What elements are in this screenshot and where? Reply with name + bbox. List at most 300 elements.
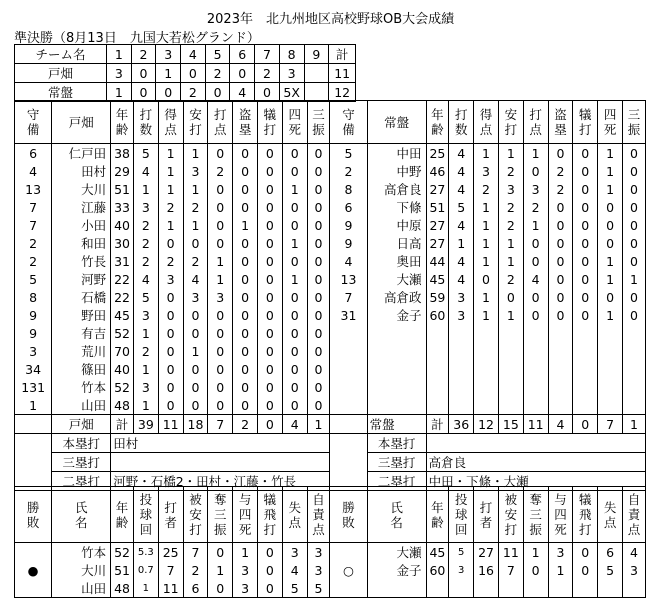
stat-cell: 0 xyxy=(548,252,573,270)
player-name: 高倉良 xyxy=(367,180,426,198)
extra-base-label: 本塁打 xyxy=(52,434,111,453)
stat-cell xyxy=(474,579,499,598)
column-label: 盗塁 xyxy=(238,107,252,137)
stat-cell: 0 xyxy=(258,360,283,378)
stat-cell: 1 xyxy=(158,180,183,198)
stat-cell: 1 xyxy=(282,180,307,198)
stat-cell: 6 xyxy=(15,144,52,163)
batting-row xyxy=(15,396,646,415)
inning-runs xyxy=(304,83,329,102)
stat-cell: 4 xyxy=(330,252,367,270)
inning-header: 1 xyxy=(107,45,132,64)
stat-cell: 0 xyxy=(307,378,330,396)
stat-cell: 5 xyxy=(282,579,307,598)
stat-cell: 2 xyxy=(183,252,208,270)
totals-label: 計 xyxy=(426,415,449,434)
player-name xyxy=(367,342,426,360)
stat-cell: 1 xyxy=(548,561,573,579)
player-name: 江藤 xyxy=(52,198,111,216)
pitching-header-cell xyxy=(573,487,598,543)
stat-cell: 3 xyxy=(133,378,158,396)
inning-runs: 0 xyxy=(181,64,206,83)
stat-cell: 7 xyxy=(498,561,523,579)
team-header: チーム名 xyxy=(15,45,107,64)
stat-cell: 3 xyxy=(548,543,573,562)
column-label: 年齢 xyxy=(431,499,444,530)
stat-cell xyxy=(449,396,474,415)
stat-cell xyxy=(426,324,449,342)
stat-cell: 4 xyxy=(623,543,646,562)
stat-cell: 46 xyxy=(426,162,449,180)
column-label: 打点 xyxy=(214,107,227,137)
decision-mark xyxy=(330,543,367,562)
stat-cell xyxy=(330,378,367,396)
stat-cell: 0 xyxy=(282,162,307,180)
stat-cell: 0 xyxy=(623,162,646,180)
stat-cell: 0 xyxy=(523,252,548,270)
stat-cell: 0 xyxy=(573,306,598,324)
page-title: 2023年 北九州地区高校野球OB大会成績 xyxy=(206,12,455,27)
stat-cell: 0 xyxy=(233,288,258,306)
player-name: 中田 xyxy=(367,144,426,163)
stat-cell xyxy=(623,360,646,378)
stat-cell: 0 xyxy=(474,270,499,288)
score-team-row xyxy=(15,64,356,83)
stat-cell: 0 xyxy=(282,288,307,306)
player-name: 和田 xyxy=(52,234,111,252)
batting-header-cell xyxy=(367,101,426,144)
stat-cell: 30 xyxy=(111,234,134,252)
total-header: 計 xyxy=(329,45,356,64)
stat-cell: 4 xyxy=(133,270,158,288)
decision-mark xyxy=(330,579,367,598)
stat-cell: 7 xyxy=(158,561,183,579)
batting-header-cell xyxy=(233,101,258,144)
stat-cell: 0 xyxy=(208,396,233,415)
inning-header: 9 xyxy=(304,45,329,64)
totals-spacer xyxy=(330,415,367,434)
totals-label: 計 xyxy=(111,415,134,434)
stat-cell: 13 xyxy=(330,270,367,288)
team-total-runs: 12 xyxy=(329,83,356,102)
stat-cell: 33 xyxy=(111,198,134,216)
column-label: 犠飛打 xyxy=(579,492,592,537)
stat-cell xyxy=(623,324,646,342)
stat-cell xyxy=(598,342,623,360)
stat-cell: 3 xyxy=(233,561,258,579)
batting-header-cell xyxy=(523,101,548,144)
stat-cell: 1 xyxy=(474,234,499,252)
player-name: 大川 xyxy=(52,180,111,198)
extra-base-label: 三塁打 xyxy=(367,453,426,472)
stat-cell: 5 xyxy=(133,288,158,306)
stat-cell: 0 xyxy=(233,342,258,360)
column-label: 与四死 xyxy=(554,492,567,537)
total-cell: 1 xyxy=(307,415,330,434)
stat-cell: 0 xyxy=(573,162,598,180)
inning-runs: 3 xyxy=(107,64,132,83)
pitching-header-cell xyxy=(449,487,474,543)
pitching-header-cell xyxy=(208,487,233,543)
stat-cell: 29 xyxy=(111,162,134,180)
stat-cell: 9 xyxy=(15,306,52,324)
stat-cell: 25 xyxy=(426,144,449,163)
batting-header-cell xyxy=(426,101,449,144)
stat-cell: 3 xyxy=(623,561,646,579)
pitcher-name xyxy=(367,579,426,598)
stat-cell: 0 xyxy=(307,270,330,288)
stat-cell xyxy=(623,396,646,415)
stat-cell: 8 xyxy=(330,180,367,198)
inning-runs xyxy=(304,64,329,83)
pitching-header-cell xyxy=(183,487,208,543)
stat-cell xyxy=(474,342,499,360)
stat-cell: 2 xyxy=(330,162,367,180)
stat-cell: 0 xyxy=(158,288,183,306)
batting-header-cell xyxy=(474,101,499,144)
stat-cell: 1 xyxy=(523,144,548,163)
stat-cell: 4 xyxy=(133,162,158,180)
stat-cell: 1 xyxy=(133,579,158,598)
stat-cell: 0 xyxy=(183,306,208,324)
stat-cell: 7 xyxy=(15,216,52,234)
stat-cell: 22 xyxy=(111,270,134,288)
stat-cell: 0 xyxy=(548,270,573,288)
stat-cell: 5 xyxy=(449,198,474,216)
stat-cell: 1 xyxy=(498,144,523,163)
stat-cell: 0 xyxy=(573,270,598,288)
inning-runs: 4 xyxy=(230,83,255,102)
stat-cell: 5 xyxy=(330,144,367,163)
stat-cell: 0 xyxy=(208,324,233,342)
inning-runs: 0 xyxy=(205,83,230,102)
stat-cell xyxy=(426,579,449,598)
stat-cell: 0 xyxy=(282,324,307,342)
stat-cell: 4 xyxy=(183,270,208,288)
stat-cell: 45 xyxy=(426,270,449,288)
player-name xyxy=(367,360,426,378)
player-name: 中原 xyxy=(367,216,426,234)
stat-cell xyxy=(573,396,598,415)
pitching-header-cell xyxy=(111,487,134,543)
stat-cell: 0 xyxy=(158,324,183,342)
pitching-header-cell xyxy=(282,487,307,543)
stat-cell: 0 xyxy=(208,342,233,360)
inning-runs: 0 xyxy=(156,83,181,102)
total-cell: 15 xyxy=(498,415,523,434)
pitching-table xyxy=(14,486,646,598)
stat-cell: 2 xyxy=(498,270,523,288)
stat-cell xyxy=(474,324,499,342)
pitching-header-cell xyxy=(474,487,499,543)
stat-cell: 16 xyxy=(474,561,499,579)
stat-cell: 0 xyxy=(307,324,330,342)
stat-cell: 0 xyxy=(307,252,330,270)
stat-cell: 7 xyxy=(15,198,52,216)
stat-cell: 0 xyxy=(307,216,330,234)
stat-cell: 0 xyxy=(307,306,330,324)
inning-runs: 3 xyxy=(279,64,304,83)
stat-cell: 3 xyxy=(449,306,474,324)
stat-cell xyxy=(498,360,523,378)
stat-cell: 1 xyxy=(183,180,208,198)
stat-cell: 0 xyxy=(573,144,598,163)
column-label: 犠飛打 xyxy=(263,492,277,537)
stat-cell xyxy=(548,360,573,378)
pitching-header-cell xyxy=(426,487,449,543)
column-label: 打者 xyxy=(164,499,177,530)
stat-cell: 0 xyxy=(523,306,548,324)
batting-header-cell xyxy=(111,101,134,144)
stat-cell: 6 xyxy=(183,579,208,598)
batting-header-cell xyxy=(183,101,208,144)
stat-cell: 1 xyxy=(158,144,183,163)
stat-cell: 3 xyxy=(474,162,499,180)
stat-cell xyxy=(426,342,449,360)
stat-cell xyxy=(573,579,598,598)
stat-cell: 51 xyxy=(426,198,449,216)
column-label: 与四死 xyxy=(238,492,252,537)
batting-header-cell xyxy=(15,101,52,144)
stat-cell: 60 xyxy=(426,306,449,324)
batting-header-cell xyxy=(158,101,183,144)
stat-cell: 1 xyxy=(598,162,623,180)
stat-cell: 1 xyxy=(474,288,499,306)
stat-cell: 48 xyxy=(111,396,134,415)
stat-cell: 22 xyxy=(111,288,134,306)
stat-cell xyxy=(426,378,449,396)
stat-cell xyxy=(523,579,548,598)
batting-header-row xyxy=(15,101,646,144)
total-cell: 4 xyxy=(548,415,573,434)
stat-cell xyxy=(598,324,623,342)
stat-cell: 3 xyxy=(208,288,233,306)
stat-cell: 3 xyxy=(15,342,52,360)
stat-cell: 0 xyxy=(307,144,330,163)
column-label: 勝敗 xyxy=(342,499,355,530)
stat-cell: 3 xyxy=(307,561,330,579)
batting-row xyxy=(15,378,646,396)
stat-cell: 1 xyxy=(282,234,307,252)
column-label: 年齢 xyxy=(115,107,129,137)
pitching-header-cell xyxy=(233,487,258,543)
total-cell: 7 xyxy=(598,415,623,434)
column-label: 奪三振 xyxy=(214,492,227,537)
stat-cell: 1 xyxy=(598,144,623,163)
score-header-row xyxy=(15,45,356,64)
stat-cell: 2 xyxy=(548,180,573,198)
total-cell: 4 xyxy=(282,415,307,434)
stat-cell: 0 xyxy=(573,216,598,234)
stat-cell: 0 xyxy=(548,288,573,306)
stat-cell: 52 xyxy=(111,543,134,562)
column-label: 盗塁 xyxy=(554,107,567,137)
stat-cell: 0 xyxy=(598,198,623,216)
stat-cell: 3 xyxy=(158,270,183,288)
decision-mark xyxy=(15,579,52,598)
batting-row xyxy=(15,360,646,378)
stat-cell: 0 xyxy=(573,543,598,562)
stat-cell: 2 xyxy=(133,342,158,360)
stat-cell: 27 xyxy=(426,180,449,198)
stat-cell: 131 xyxy=(15,378,52,396)
stat-cell: 2 xyxy=(158,198,183,216)
inning-runs: 0 xyxy=(131,64,156,83)
stat-cell: 0 xyxy=(233,324,258,342)
stat-cell: 0 xyxy=(208,180,233,198)
player-name: 大瀬 xyxy=(367,270,426,288)
player-name: 田村 xyxy=(52,162,111,180)
stat-cell: 2 xyxy=(523,198,548,216)
stat-cell: 1 xyxy=(233,216,258,234)
extra-base-players xyxy=(111,453,330,472)
stat-cell: 1 xyxy=(623,270,646,288)
player-name: 中野 xyxy=(367,162,426,180)
stat-cell: 0 xyxy=(158,396,183,415)
extra-base-label: 本塁打 xyxy=(367,434,426,453)
stat-cell: 0 xyxy=(233,198,258,216)
batting-header-cell xyxy=(598,101,623,144)
player-name: 石橋 xyxy=(52,288,111,306)
stat-cell: 2 xyxy=(208,162,233,180)
player-name: 小田 xyxy=(52,216,111,234)
total-cell: 36 xyxy=(449,415,474,434)
stat-cell: 1 xyxy=(474,252,499,270)
decision-mark: ● xyxy=(15,561,52,579)
stat-cell: 0 xyxy=(307,234,330,252)
stat-cell: 51 xyxy=(111,180,134,198)
inning-runs: 0 xyxy=(131,83,156,102)
stat-cell: 45 xyxy=(111,306,134,324)
stat-cell: 0 xyxy=(598,288,623,306)
score-table xyxy=(14,44,356,102)
player-name: 奥田 xyxy=(367,252,426,270)
stat-cell xyxy=(330,360,367,378)
stat-cell: 52 xyxy=(111,378,134,396)
stat-cell: 0 xyxy=(158,306,183,324)
stat-cell: 1 xyxy=(208,252,233,270)
stat-cell: 0 xyxy=(623,306,646,324)
stat-cell: 3 xyxy=(449,288,474,306)
stat-cell: 27 xyxy=(426,216,449,234)
stat-cell: 0 xyxy=(548,216,573,234)
extra-base-label: 三塁打 xyxy=(52,453,111,472)
stat-cell: 0 xyxy=(233,234,258,252)
batting-row xyxy=(15,234,646,252)
stat-cell: 5 xyxy=(133,144,158,163)
stat-cell: 0 xyxy=(258,288,283,306)
batting-row xyxy=(15,252,646,270)
stat-cell: 1 xyxy=(282,270,307,288)
team-name: 常盤 xyxy=(384,115,410,130)
stat-cell xyxy=(426,396,449,415)
stat-cell xyxy=(523,342,548,360)
stat-cell: 45 xyxy=(426,543,449,562)
total-cell: 39 xyxy=(133,415,158,434)
batting-row xyxy=(15,162,646,180)
stat-cell: 1 xyxy=(233,543,258,562)
stat-cell xyxy=(426,360,449,378)
stat-cell: 5 xyxy=(307,579,330,598)
stat-cell: 0 xyxy=(183,324,208,342)
inning-header: 7 xyxy=(255,45,280,64)
stat-cell: 0 xyxy=(623,288,646,306)
stat-cell: 0 xyxy=(158,378,183,396)
extra-base-players: 田村 xyxy=(111,434,330,453)
stat-cell: 1 xyxy=(183,144,208,163)
stat-cell xyxy=(449,360,474,378)
column-label: 失点 xyxy=(288,499,301,530)
stat-cell: 27 xyxy=(426,234,449,252)
total-cell: 0 xyxy=(573,415,598,434)
stat-cell: 1 xyxy=(133,360,158,378)
pitching-header-cell xyxy=(498,487,523,543)
stat-cell: 4 xyxy=(449,180,474,198)
stat-cell: 0 xyxy=(233,396,258,415)
column-label: 三振 xyxy=(312,107,325,137)
stat-cell: 0 xyxy=(548,144,573,163)
stat-cell: 4 xyxy=(449,252,474,270)
stat-cell: 0 xyxy=(233,360,258,378)
stat-cell: 2 xyxy=(183,198,208,216)
stat-cell: 1 xyxy=(598,252,623,270)
pitching-header-cell xyxy=(133,487,158,543)
stat-cell: 0 xyxy=(208,216,233,234)
stat-cell: 0 xyxy=(573,288,598,306)
stat-cell: 0 xyxy=(623,144,646,163)
stat-cell xyxy=(449,324,474,342)
stat-cell: 1 xyxy=(498,306,523,324)
column-label: 氏名 xyxy=(390,499,403,530)
stat-cell: 2 xyxy=(15,252,52,270)
stat-cell xyxy=(548,342,573,360)
stat-cell: 0 xyxy=(282,306,307,324)
pitching-row xyxy=(15,543,646,562)
stat-cell: 0 xyxy=(573,561,598,579)
stat-cell: 3 xyxy=(282,543,307,562)
stat-cell xyxy=(623,378,646,396)
stat-cell: 2 xyxy=(133,234,158,252)
stat-cell: 2 xyxy=(133,216,158,234)
stat-cell: 1 xyxy=(598,180,623,198)
stat-cell: 0 xyxy=(258,543,283,562)
totals-spacer xyxy=(15,415,52,434)
stat-cell: 0 xyxy=(307,396,330,415)
stat-cell: 5 xyxy=(598,561,623,579)
stat-cell: 0 xyxy=(282,252,307,270)
column-label: 氏名 xyxy=(74,499,88,530)
stat-cell: 0 xyxy=(623,252,646,270)
stat-cell: 0 xyxy=(208,579,233,598)
column-label: 年齢 xyxy=(115,499,129,530)
batting-row xyxy=(15,324,646,342)
column-label: 被安打 xyxy=(504,492,518,537)
batting-header-cell xyxy=(623,101,646,144)
stat-cell: 0 xyxy=(282,216,307,234)
stat-cell: 0 xyxy=(233,252,258,270)
batting-header-cell xyxy=(548,101,573,144)
pitching-header-cell xyxy=(158,487,183,543)
column-label: 犠打 xyxy=(263,107,277,137)
stat-cell: 4 xyxy=(523,270,548,288)
stat-cell: 0 xyxy=(282,378,307,396)
stat-cell: 3 xyxy=(523,180,548,198)
stat-cell: 0 xyxy=(233,162,258,180)
stat-cell: 60 xyxy=(426,561,449,579)
stat-cell: 0 xyxy=(208,198,233,216)
stat-cell xyxy=(474,378,499,396)
stat-cell: 0 xyxy=(307,342,330,360)
